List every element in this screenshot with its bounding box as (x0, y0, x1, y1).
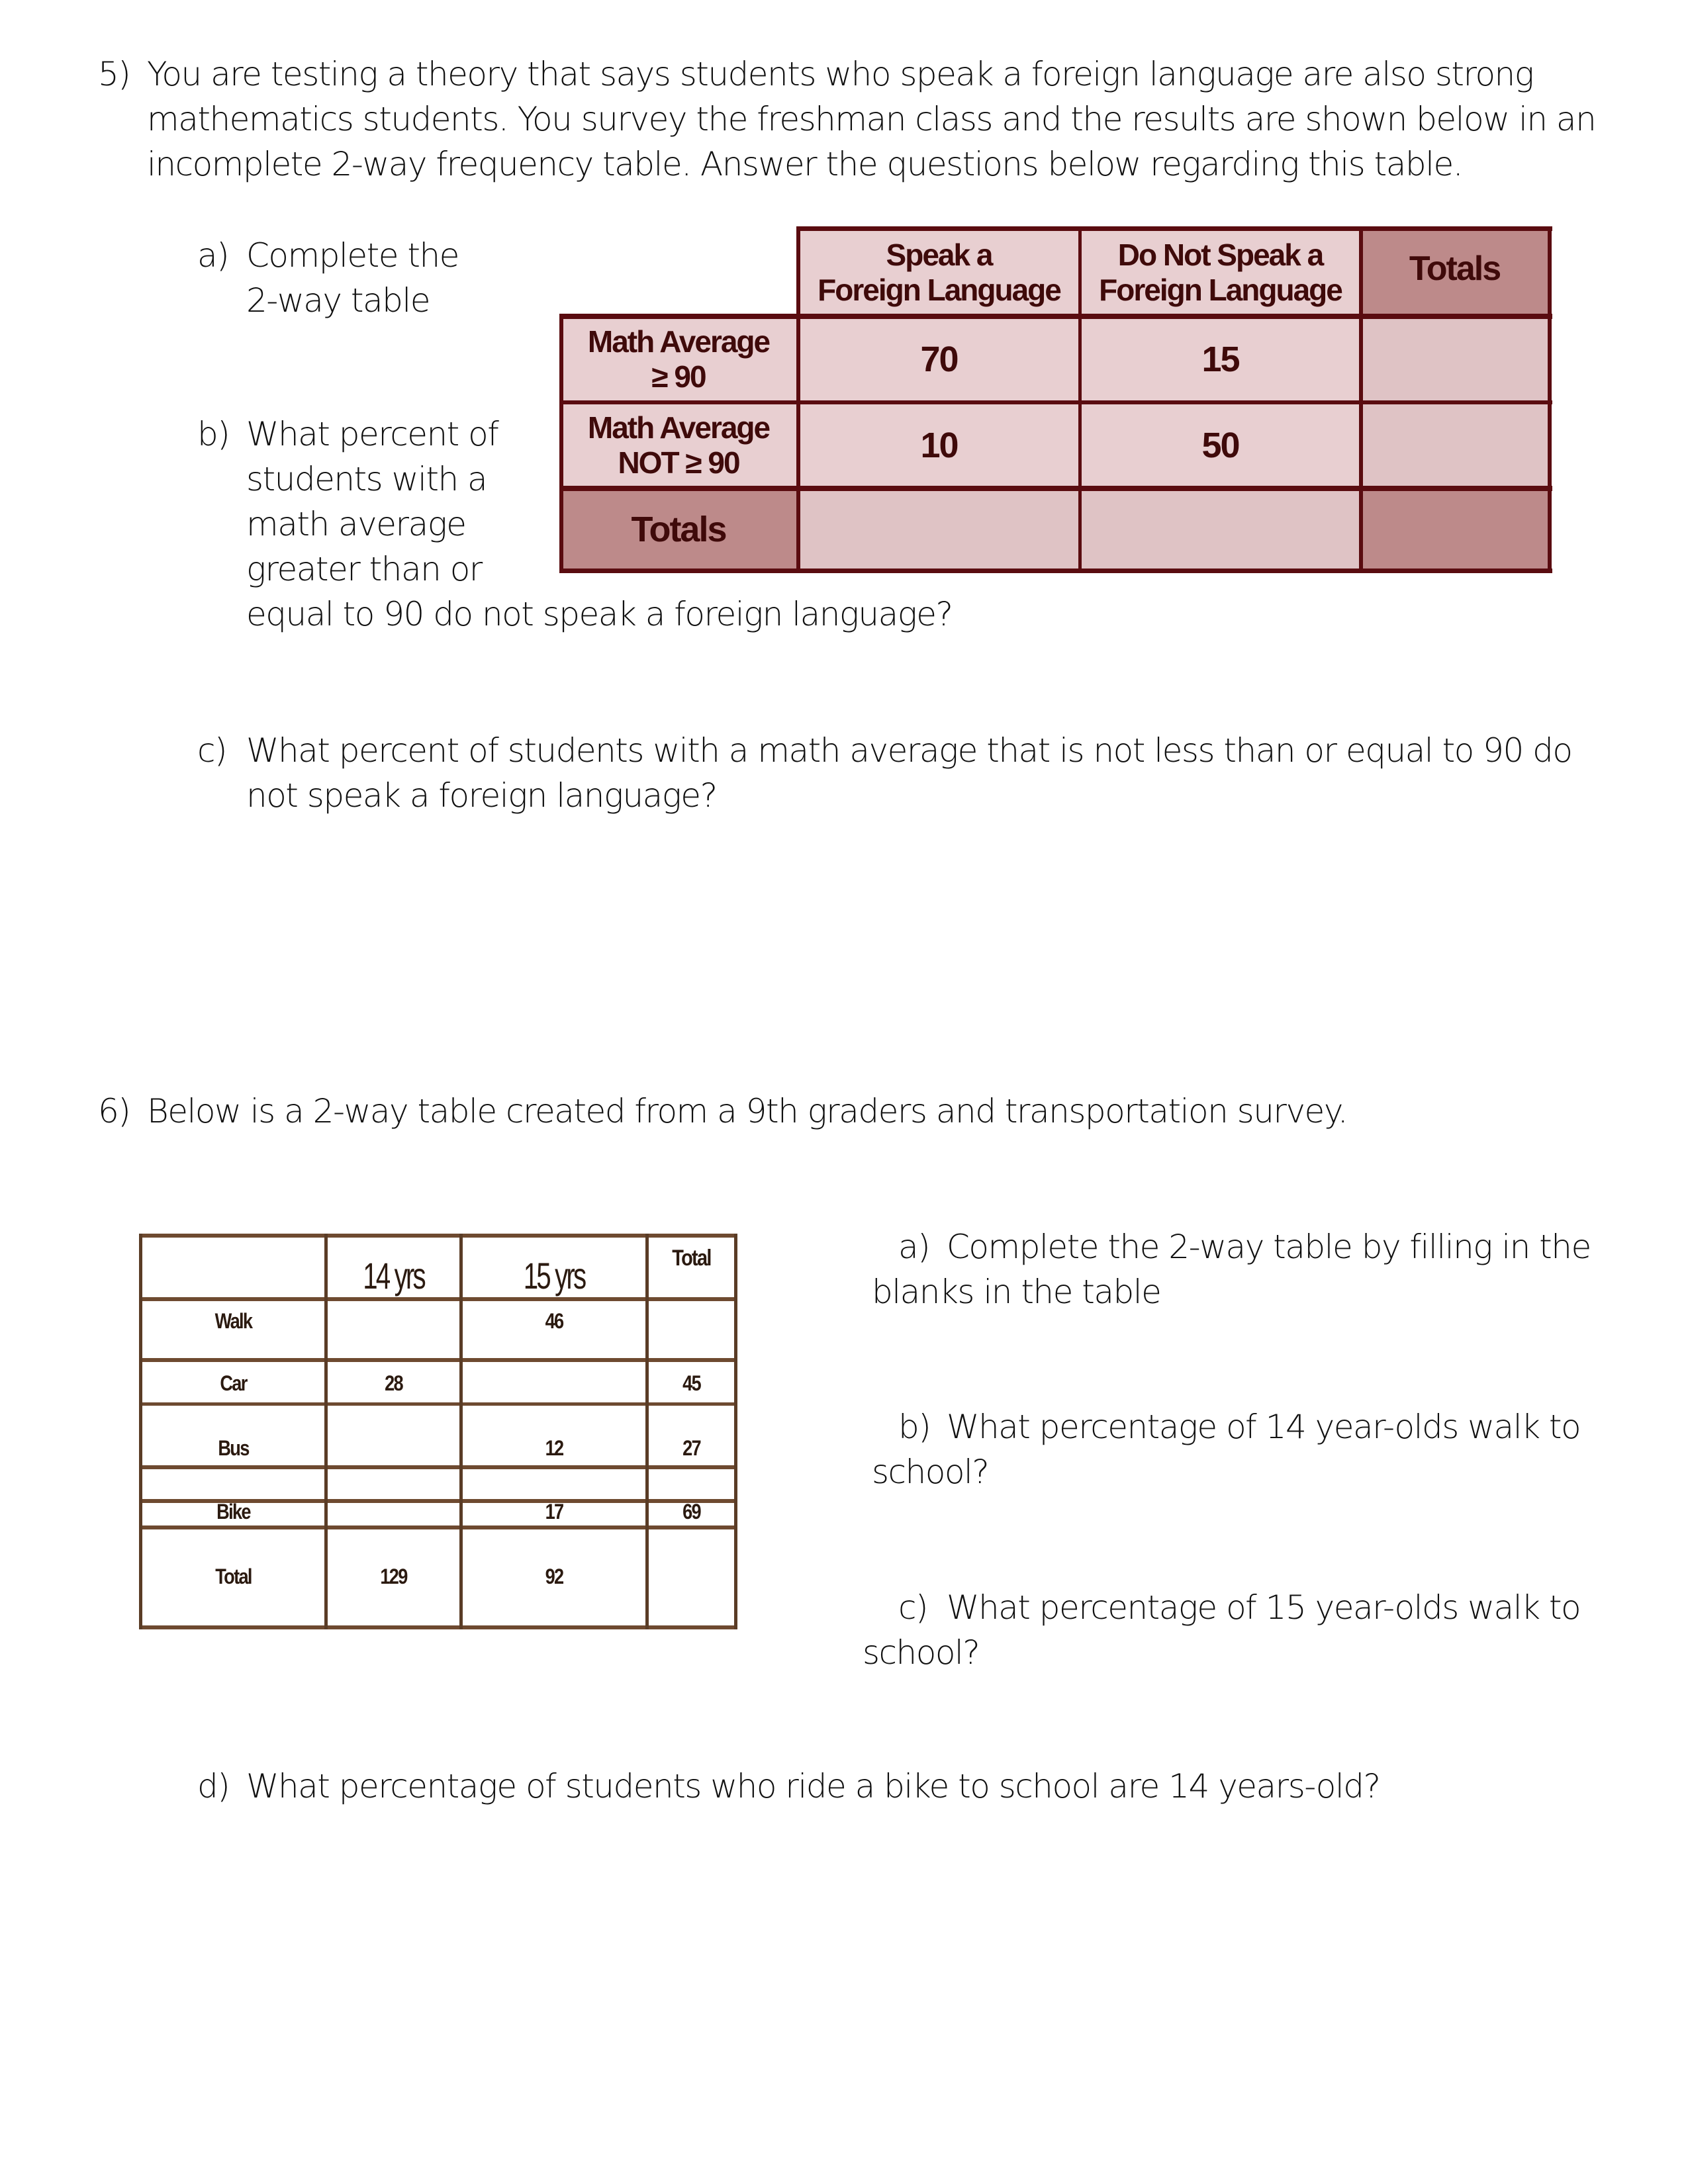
table2-border-left (139, 1234, 142, 1629)
table1-rule (559, 314, 1552, 319)
row-label-car: Car (220, 1371, 247, 1395)
row-header-math-ge-90 (559, 316, 798, 402)
row-header-totals (559, 488, 798, 570)
question-5-number: 5) (98, 55, 130, 93)
question-5c-line-2: not speak a foreign language? (246, 776, 717, 815)
col-header-total: Total (672, 1246, 711, 1271)
question-5a-label: a) (197, 236, 229, 275)
question-5-intro-line-2: mathematics students. You survey the freshman class and the results are shown below in an (147, 100, 1596, 138)
table1-rule (1359, 226, 1363, 573)
table1-rule (559, 400, 1552, 404)
question-6a-line-1: Complete the 2-way table by filling in the (947, 1228, 1591, 1266)
col-header-not-speak (1080, 228, 1360, 316)
col-header-14-yrs: 14 yrs (363, 1255, 424, 1297)
row-label-bike: Bike (216, 1500, 250, 1524)
col-header-15-yrs: 15 yrs (523, 1255, 585, 1297)
col-header-not-speak-line-1: Do Not Speak a (1117, 237, 1323, 272)
question-5b-line-3: math average (246, 505, 466, 543)
cell-total-15: 92 (545, 1565, 563, 1588)
table1-rule (796, 226, 800, 573)
col-header-speak (798, 228, 1080, 316)
question-6-intro: Below is a 2-way table created from a 9th graders and transportation survey. (147, 1092, 1348, 1130)
row-label-walk: Walk (214, 1309, 252, 1333)
question-5b-line-4: greater than or (246, 550, 482, 588)
question-6b-label: b) (898, 1408, 931, 1446)
row-label-bus: Bus (218, 1436, 249, 1460)
table1-border-bottom (559, 569, 1552, 573)
row-header-totals-label: Totals (631, 509, 726, 549)
table1-border-left (559, 314, 563, 573)
cell-total-not-speak[interactable] (1080, 488, 1360, 570)
question-6c-line-1: What percentage of 15 year-olds walk to (947, 1588, 1581, 1627)
cell-car-14: 28 (385, 1371, 402, 1395)
table2-border-right (734, 1234, 737, 1629)
cell-not-ge90-speak: 10 (798, 402, 1080, 488)
col-header-totals (1360, 228, 1549, 316)
row-label-total: Total (215, 1565, 252, 1588)
question-5c-line-1: What percent of students with a math average that is not less than or equal to 90 do (246, 731, 1572, 770)
table2-rule (645, 1234, 649, 1629)
cell-total-14: 129 (380, 1565, 407, 1588)
table1-border-right (1548, 226, 1552, 573)
question-6d-text: What percentage of students who ride a bike to school are 14 years-old? (246, 1767, 1380, 1805)
question-5c-label: c) (197, 731, 226, 770)
col-header-not-speak-line-2: Foreign Language (1099, 272, 1342, 307)
question-6a-label: a) (898, 1228, 930, 1266)
question-5b-label: b) (197, 415, 230, 453)
cell-bus-total: 27 (682, 1436, 700, 1460)
row-header-math-not-ge-90-line-1: Math Average (587, 410, 770, 445)
question-6c-line-2: school? (863, 1633, 980, 1672)
question-5a-line-1: Complete the (246, 236, 459, 275)
table1-rule (559, 486, 1552, 491)
question-5b-line-5: equal to 90 do not speak a foreign language? (246, 595, 953, 633)
question-6-number: 6) (98, 1092, 130, 1130)
question-5-intro-line-1: You are testing a theory that says students who speak a foreign language are also strong (147, 55, 1534, 93)
table1-border-top (798, 226, 1552, 231)
col-header-totals-label: Totals (1409, 250, 1501, 288)
table2-rule (324, 1234, 328, 1629)
cell-ge90-speak: 70 (798, 316, 1080, 402)
question-6d-label: d) (197, 1767, 230, 1805)
cell-car-total: 45 (682, 1371, 700, 1395)
cell-total-speak[interactable] (798, 488, 1080, 570)
cell-not-ge90-not-speak: 50 (1080, 402, 1360, 488)
cell-not-ge90-total[interactable] (1360, 402, 1549, 488)
question-6c-label: c) (898, 1588, 927, 1627)
cell-bus-15: 12 (545, 1436, 563, 1460)
question-5-intro-line-3: incomplete 2-way frequency table. Answer the questions below regarding this table. (147, 145, 1463, 183)
table1-rule (1078, 226, 1082, 573)
cell-grand-total[interactable] (1360, 488, 1549, 570)
row-header-math-ge-90-line-2: ≥ 90 (651, 359, 706, 394)
table2-rule (459, 1234, 463, 1629)
question-6a-line-2: blanks in the table (872, 1273, 1161, 1311)
question-6b-line-1: What percentage of 14 year-olds walk to (947, 1408, 1581, 1446)
cell-bike-15: 17 (545, 1500, 563, 1524)
question-5a-line-2: 2-way table (246, 281, 430, 320)
question-5b-line-1: What percent of (246, 415, 498, 453)
cell-ge90-not-speak: 15 (1080, 316, 1360, 402)
cell-ge90-total[interactable] (1360, 316, 1549, 402)
cell-walk-15: 46 (545, 1309, 563, 1333)
question-6b-line-2: school? (872, 1453, 989, 1491)
row-header-math-not-ge-90-line-2: NOT ≥ 90 (618, 445, 739, 480)
question-5b-line-2: students with a (246, 460, 487, 498)
col-header-speak-line-1: Speak a (886, 237, 992, 272)
row-header-math-ge-90-line-1: Math Average (587, 324, 770, 359)
row-header-math-not-ge-90 (559, 402, 798, 488)
cell-bike-total: 69 (682, 1500, 700, 1524)
col-header-speak-line-2: Foreign Language (818, 272, 1060, 307)
